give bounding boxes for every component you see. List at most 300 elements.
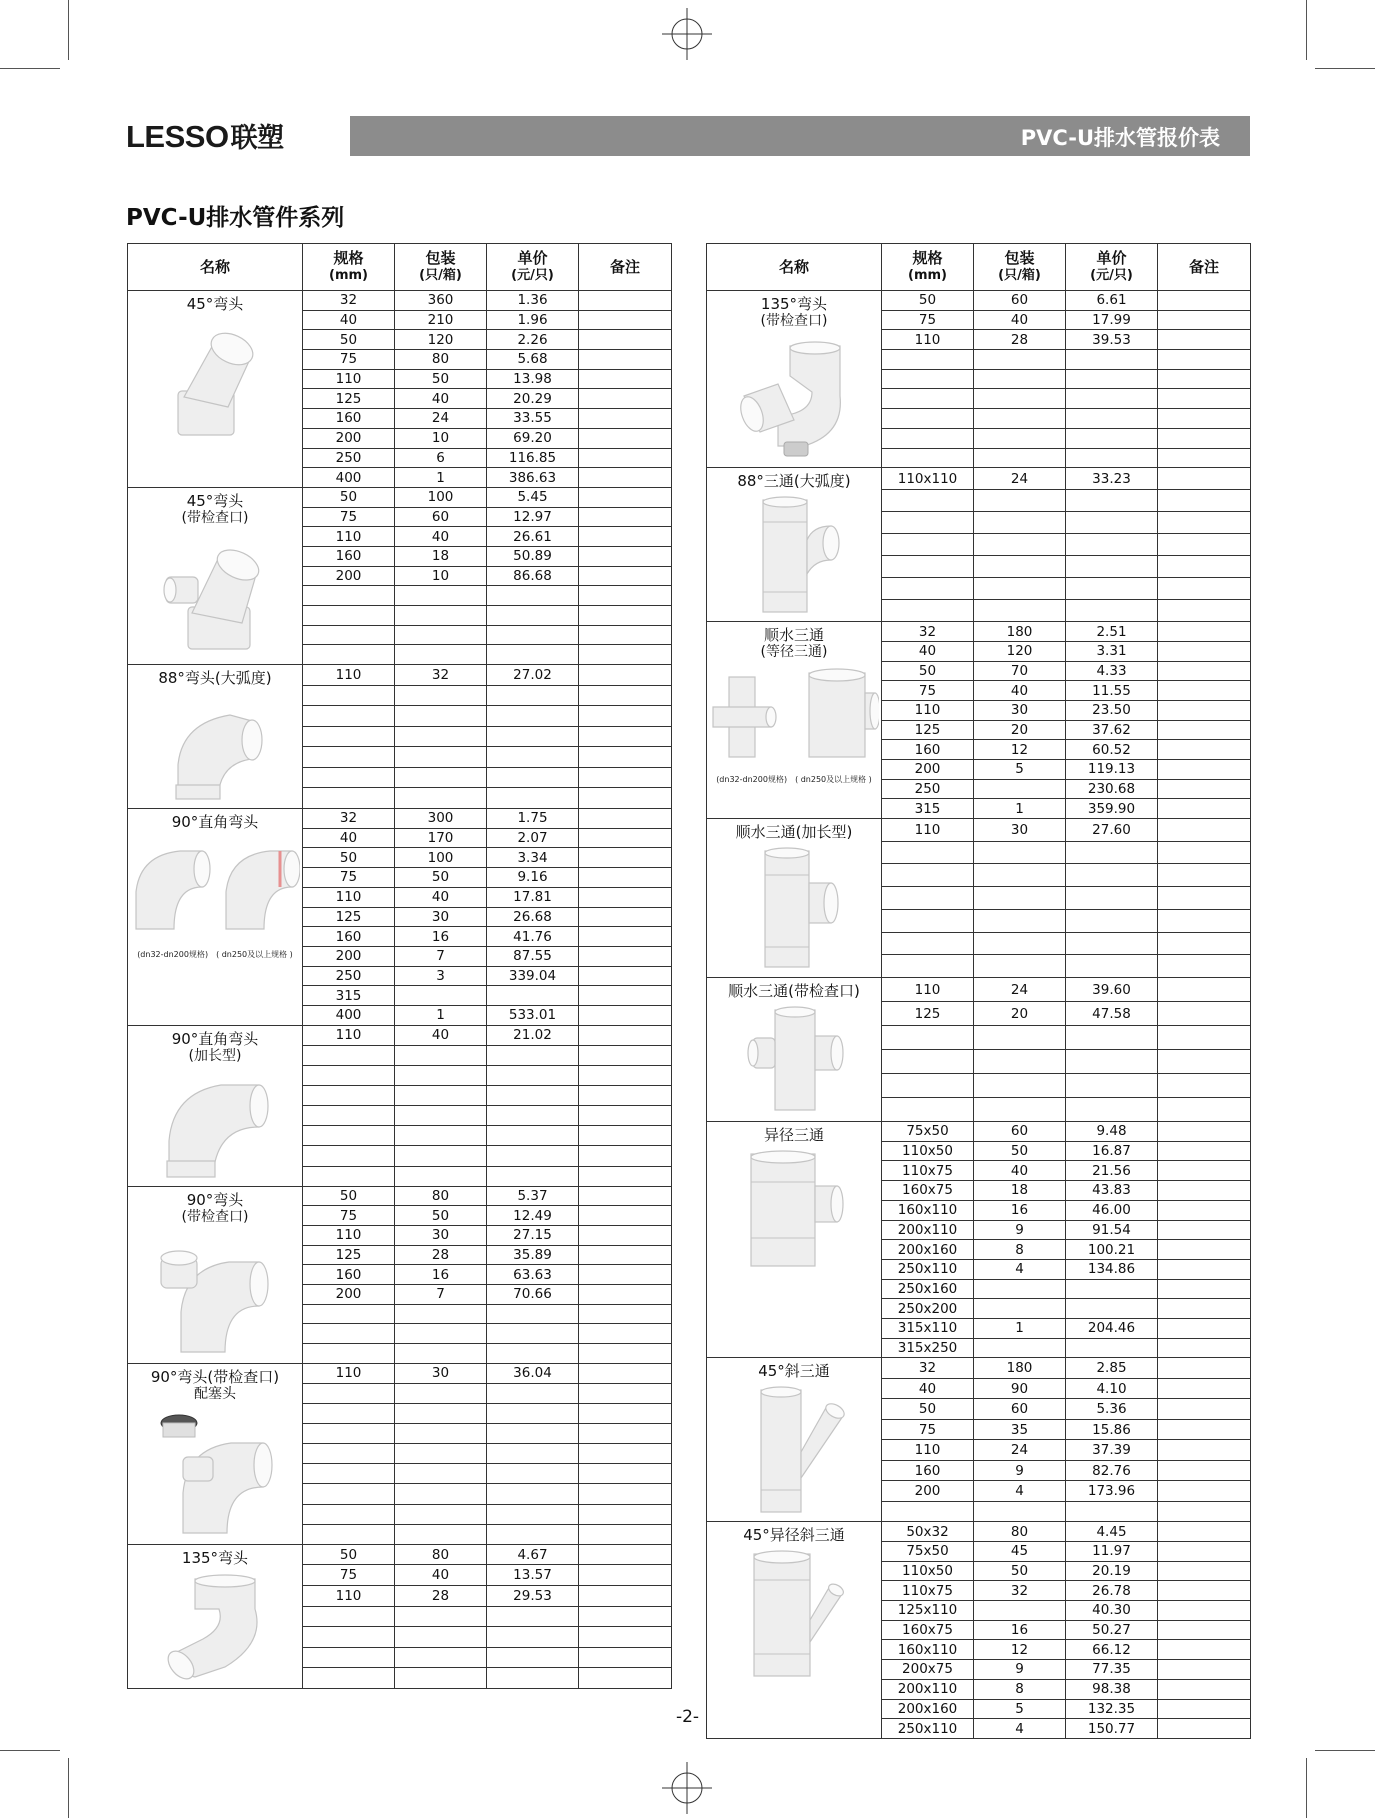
- price-cell: 230.68: [1066, 779, 1158, 799]
- table-header-row: [128, 244, 672, 291]
- pack-cell: 120: [974, 641, 1066, 661]
- remark-cell: [1158, 1460, 1251, 1481]
- pack-cell: 60: [974, 1399, 1066, 1420]
- remark-cell: [1158, 1660, 1251, 1680]
- pack-cell: [974, 448, 1066, 468]
- spec-cell: 40: [882, 1378, 974, 1399]
- table-row: [128, 1186, 672, 1206]
- pack-cell: [974, 1601, 1066, 1621]
- col-pack-unit: (只/箱): [419, 268, 462, 283]
- pack-cell: 18: [974, 1181, 1066, 1201]
- col-price-unit: (元/只): [511, 268, 554, 283]
- pack-cell: 60: [974, 291, 1066, 311]
- remark-cell: [1158, 1378, 1251, 1399]
- remark-cell: [1158, 600, 1251, 622]
- remark-cell: [1158, 389, 1251, 409]
- col-price-label: 单价: [517, 249, 548, 267]
- pack-cell: 40: [395, 887, 487, 907]
- product-name: 135°弯头: [181, 1548, 249, 1567]
- price-cell: 36.04: [487, 1363, 579, 1383]
- spec-cell: [303, 586, 395, 606]
- remark-cell: [579, 448, 672, 468]
- remark-cell: [1158, 1440, 1251, 1461]
- remark-cell: [1158, 369, 1251, 389]
- price-cell: 27.02: [487, 665, 579, 686]
- product-name: 90°直角弯头: [171, 813, 259, 832]
- spec-cell: [303, 1404, 395, 1424]
- product-note: (带检查口): [760, 313, 828, 329]
- price-cell: 13.57: [487, 1565, 579, 1586]
- pack-cell: 7: [395, 946, 487, 966]
- price-cell: [1066, 600, 1158, 622]
- price-cell: [1066, 1279, 1158, 1299]
- spec-cell: 125x110: [882, 1601, 974, 1621]
- pack-cell: 8: [974, 1240, 1066, 1260]
- spec-cell: 50: [303, 1544, 395, 1565]
- price-cell: 9.48: [1066, 1122, 1158, 1142]
- col-remark-label: 备注: [609, 257, 640, 276]
- tee-reducing-icon: [707, 1150, 881, 1275]
- pack-cell: 50: [974, 1561, 1066, 1581]
- col-price-unit: (元/只): [1090, 268, 1133, 283]
- pack-cell: 9: [974, 1220, 1066, 1240]
- image-caption: [128, 946, 302, 964]
- table-row: [707, 978, 1251, 1002]
- pack-cell: 9: [974, 1660, 1066, 1680]
- pack-cell: [395, 1627, 487, 1648]
- product-cell: [128, 487, 303, 664]
- price-cell: 12.49: [487, 1206, 579, 1226]
- price-cell: 17.81: [487, 887, 579, 907]
- spec-cell: [882, 578, 974, 600]
- pack-cell: 20: [974, 1002, 1066, 1026]
- remark-cell: [579, 409, 672, 429]
- remark-cell: [579, 809, 672, 829]
- spec-cell: [303, 1606, 395, 1627]
- table-row: [707, 468, 1251, 490]
- price-cell: 386.63: [487, 468, 579, 488]
- pack-cell: 90: [974, 1378, 1066, 1399]
- product-name: 顺水三通(带检查口): [728, 982, 860, 1001]
- spec-cell: 50: [303, 848, 395, 868]
- price-cell: 1.75: [487, 809, 579, 829]
- spec-cell: 75: [303, 1565, 395, 1586]
- page-title: PVC-U排水管报价表: [1020, 126, 1220, 150]
- pack-cell: [974, 350, 1066, 370]
- spec-cell: [303, 1344, 395, 1364]
- spec-cell: 200: [303, 946, 395, 966]
- price-cell: [1066, 1098, 1158, 1122]
- registration-mark-icon: [662, 8, 712, 60]
- price-cell: 2.51: [1066, 622, 1158, 642]
- lesso-logo: [126, 116, 284, 155]
- spec-cell: [303, 645, 395, 665]
- price-cell: 5.37: [487, 1186, 579, 1206]
- product-cell: [128, 291, 303, 488]
- col-spec-header: [882, 244, 974, 291]
- pack-cell: [395, 1126, 487, 1146]
- tee-inspection-icon: [707, 1006, 881, 1121]
- price-cell: [1066, 909, 1158, 932]
- price-cell: [1066, 864, 1158, 887]
- pack-cell: [974, 1026, 1066, 1050]
- section-title: PVC-U排水管件系列: [126, 205, 345, 231]
- price-cell: 35.89: [487, 1245, 579, 1265]
- spec-cell: 200x75: [882, 1660, 974, 1680]
- spec-cell: 50: [882, 1399, 974, 1420]
- pack-cell: 8: [974, 1679, 1066, 1699]
- spec-cell: [303, 1504, 395, 1524]
- price-cell: [487, 625, 579, 645]
- spec-cell: 160x110: [882, 1640, 974, 1660]
- pack-cell: [974, 490, 1066, 512]
- col-price-header: [1066, 244, 1158, 291]
- spec-cell: [303, 1484, 395, 1504]
- remark-cell: [579, 1606, 672, 1627]
- remark-cell: [1158, 978, 1251, 1002]
- remark-cell: [1158, 578, 1251, 600]
- col-remark-header: [1158, 244, 1251, 291]
- pack-cell: 40: [395, 1025, 487, 1045]
- spec-cell: [882, 448, 974, 468]
- price-cell: 1.96: [487, 310, 579, 330]
- table-row: [128, 809, 672, 829]
- price-cell: 3.31: [1066, 641, 1158, 661]
- col-spec-label: 规格: [912, 249, 943, 267]
- price-cell: [487, 586, 579, 606]
- remark-cell: [1158, 1299, 1251, 1319]
- pack-cell: 16: [395, 927, 487, 947]
- spec-cell: 250x200: [882, 1299, 974, 1319]
- spec-cell: 75: [303, 1206, 395, 1226]
- spec-cell: [303, 625, 395, 645]
- spec-cell: 110x50: [882, 1141, 974, 1161]
- pack-cell: [395, 1647, 487, 1668]
- spec-cell: [882, 428, 974, 448]
- pack-cell: 3: [395, 966, 487, 986]
- price-cell: 91.54: [1066, 1220, 1158, 1240]
- spec-cell: [882, 556, 974, 578]
- spec-cell: 32: [882, 1358, 974, 1379]
- remark-cell: [1158, 350, 1251, 370]
- pack-cell: [395, 1606, 487, 1627]
- price-cell: [487, 1404, 579, 1424]
- spec-cell: [303, 1383, 395, 1403]
- pack-cell: 210: [395, 310, 487, 330]
- pack-cell: 16: [395, 1265, 487, 1285]
- spec-cell: 200: [303, 1285, 395, 1305]
- spec-cell: [882, 389, 974, 409]
- price-cell: [1066, 1501, 1158, 1522]
- spec-cell: 200x110: [882, 1220, 974, 1240]
- remark-cell: [579, 966, 672, 986]
- pack-cell: 30: [395, 1226, 487, 1246]
- spec-cell: 75x50: [882, 1542, 974, 1562]
- price-cell: 50.89: [487, 546, 579, 566]
- remark-cell: [579, 1565, 672, 1586]
- image-caption: [707, 771, 881, 789]
- product-cell: [707, 819, 882, 978]
- pack-cell: 4: [974, 1481, 1066, 1502]
- pack-cell: 120: [395, 330, 487, 350]
- spec-cell: 200: [303, 566, 395, 586]
- spec-cell: [882, 864, 974, 887]
- price-cell: [487, 1065, 579, 1085]
- remark-cell: [1158, 1098, 1251, 1122]
- remark-cell: [579, 1166, 672, 1186]
- remark-cell: [1158, 1161, 1251, 1181]
- price-cell: [1066, 1050, 1158, 1074]
- remark-cell: [579, 527, 672, 547]
- product-cell: [128, 665, 303, 809]
- spec-cell: 40: [303, 828, 395, 848]
- spec-cell: 315x110: [882, 1318, 974, 1338]
- spec-cell: 110: [303, 1226, 395, 1246]
- product-name: 顺水三通(加长型): [735, 823, 853, 842]
- price-cell: 4.10: [1066, 1378, 1158, 1399]
- spec-cell: 315: [303, 986, 395, 1006]
- remark-cell: [579, 566, 672, 586]
- pack-cell: [974, 409, 1066, 429]
- pack-cell: [395, 1065, 487, 1085]
- spec-cell: [303, 1166, 395, 1186]
- spec-cell: [303, 726, 395, 747]
- price-cell: 2.26: [487, 330, 579, 350]
- spec-cell: [882, 350, 974, 370]
- pack-cell: [974, 955, 1066, 978]
- pack-cell: [395, 1404, 487, 1424]
- price-cell: 23.50: [1066, 700, 1158, 720]
- col-spec-unit: (mm): [908, 268, 947, 283]
- price-cell: 43.83: [1066, 1181, 1158, 1201]
- price-cell: 3.34: [487, 848, 579, 868]
- remark-cell: [1158, 1220, 1251, 1240]
- remark-cell: [579, 986, 672, 1006]
- pack-cell: 170: [395, 828, 487, 848]
- product-cell: [128, 1025, 303, 1186]
- remark-cell: [579, 1504, 672, 1524]
- product-cell: [128, 1363, 303, 1544]
- price-cell: [1066, 1026, 1158, 1050]
- spec-cell: [882, 955, 974, 978]
- pack-cell: 50: [395, 1206, 487, 1226]
- spec-cell: [882, 490, 974, 512]
- col-name-header: [128, 244, 303, 291]
- remark-cell: [579, 350, 672, 370]
- col-pack-label: 包装: [1004, 249, 1035, 267]
- pack-cell: 80: [974, 1522, 1066, 1542]
- spec-cell: 75: [882, 681, 974, 701]
- pack-cell: 1: [974, 799, 1066, 819]
- remark-cell: [1158, 1679, 1251, 1699]
- pack-cell: [974, 428, 1066, 448]
- remark-cell: [1158, 955, 1251, 978]
- pack-cell: [974, 909, 1066, 932]
- price-cell: [1066, 490, 1158, 512]
- spec-cell: 110: [882, 700, 974, 720]
- remark-cell: [579, 1383, 672, 1403]
- remark-cell: [1158, 661, 1251, 681]
- price-cell: 5.45: [487, 487, 579, 507]
- table-row: [128, 291, 672, 311]
- col-pack-header: [395, 244, 487, 291]
- pack-cell: [395, 986, 487, 1006]
- product-name: 90°弯头: [186, 1190, 244, 1209]
- remark-cell: [1158, 448, 1251, 468]
- price-cell: 37.39: [1066, 1440, 1158, 1461]
- caption-standard: (dn32-dn200规格): [716, 775, 788, 785]
- table-row: [128, 665, 672, 686]
- price-cell: [487, 1344, 579, 1364]
- remark-cell: [579, 1304, 672, 1324]
- price-cell: [487, 645, 579, 665]
- spec-cell: [303, 1065, 395, 1085]
- spec-cell: [882, 534, 974, 556]
- price-cell: 150.77: [1066, 1719, 1158, 1739]
- spec-cell: 200x160: [882, 1240, 974, 1260]
- price-cell: 5.68: [487, 350, 579, 370]
- remark-cell: [1158, 1318, 1251, 1338]
- price-cell: 13.98: [487, 369, 579, 389]
- remark-cell: [579, 868, 672, 888]
- spec-cell: 200: [882, 1481, 974, 1502]
- table-row: [128, 1363, 672, 1383]
- spec-cell: 200: [303, 428, 395, 448]
- spec-cell: 110: [303, 887, 395, 907]
- spec-cell: 160: [303, 546, 395, 566]
- remark-cell: [1158, 760, 1251, 780]
- remark-cell: [579, 848, 672, 868]
- price-cell: 6.61: [1066, 291, 1158, 311]
- price-cell: 26.78: [1066, 1581, 1158, 1601]
- price-cell: [487, 706, 579, 727]
- remark-cell: [1158, 1002, 1251, 1026]
- spec-cell: [882, 1050, 974, 1074]
- price-table-right: [706, 243, 1251, 1739]
- pack-cell: [395, 1668, 487, 1689]
- price-cell: [1066, 955, 1158, 978]
- price-cell: 134.86: [1066, 1259, 1158, 1279]
- price-cell: [1066, 350, 1158, 370]
- remark-cell: [579, 1344, 672, 1364]
- spec-cell: [882, 1074, 974, 1098]
- spec-cell: [303, 1045, 395, 1065]
- pack-cell: 24: [974, 468, 1066, 490]
- spec-cell: 200x160: [882, 1699, 974, 1719]
- pack-cell: [395, 1106, 487, 1126]
- pack-cell: 80: [395, 1186, 487, 1206]
- price-cell: 4.67: [487, 1544, 579, 1565]
- pack-cell: 5: [974, 760, 1066, 780]
- price-cell: [487, 1086, 579, 1106]
- remark-cell: [579, 1005, 672, 1025]
- logo-cn: 联塑: [230, 123, 284, 154]
- spec-cell: 110x50: [882, 1561, 974, 1581]
- col-pack-header: [974, 244, 1066, 291]
- price-cell: 116.85: [487, 448, 579, 468]
- remark-cell: [1158, 887, 1251, 910]
- spec-cell: [303, 767, 395, 788]
- pack-cell: 50: [974, 1141, 1066, 1161]
- price-cell: [1066, 1338, 1158, 1358]
- spec-cell: 32: [303, 809, 395, 829]
- pack-cell: [974, 841, 1066, 864]
- spec-cell: [303, 1627, 395, 1648]
- spec-cell: [882, 909, 974, 932]
- remark-cell: [579, 907, 672, 927]
- pack-cell: 30: [395, 1363, 487, 1383]
- pack-cell: 4: [974, 1719, 1066, 1739]
- remark-cell: [1158, 1259, 1251, 1279]
- price-cell: [487, 1126, 579, 1146]
- pack-cell: [395, 1424, 487, 1444]
- remark-cell: [1158, 1200, 1251, 1220]
- spec-cell: 110x75: [882, 1581, 974, 1601]
- col-pack-unit: (只/箱): [998, 268, 1041, 283]
- pack-cell: 5: [974, 1699, 1066, 1719]
- elbow-90-plug-icon: [128, 1409, 302, 1544]
- pack-cell: [395, 1524, 487, 1544]
- product-note: 配塞头: [194, 1385, 236, 1402]
- pack-cell: [395, 726, 487, 747]
- remark-cell: [579, 828, 672, 848]
- remark-cell: [579, 369, 672, 389]
- remark-cell: [579, 1647, 672, 1668]
- product-name: 45°异径斜三通: [743, 1526, 845, 1545]
- spec-cell: [882, 512, 974, 534]
- price-cell: 21.02: [487, 1025, 579, 1045]
- pack-cell: 50: [395, 868, 487, 888]
- remark-cell: [579, 1206, 672, 1226]
- price-cell: 20.29: [487, 389, 579, 409]
- elbow-88-icon: [128, 693, 302, 808]
- price-cell: 339.04: [487, 966, 579, 986]
- product-cell: [707, 291, 882, 468]
- remark-cell: [579, 1524, 672, 1544]
- product-name: 45°斜三通: [758, 1362, 830, 1381]
- elbow-90-inspection-icon: [128, 1232, 302, 1362]
- price-cell: [1066, 512, 1158, 534]
- pack-cell: 4: [974, 1259, 1066, 1279]
- remark-cell: [1158, 841, 1251, 864]
- remark-cell: [579, 665, 672, 686]
- price-cell: 29.53: [487, 1585, 579, 1606]
- price-cell: [487, 1504, 579, 1524]
- spec-cell: [303, 1086, 395, 1106]
- spec-cell: 75: [303, 868, 395, 888]
- price-cell: 87.55: [487, 946, 579, 966]
- crop-mark: [1306, 1758, 1307, 1818]
- remark-cell: [579, 507, 672, 527]
- remark-cell: [579, 645, 672, 665]
- remark-cell: [1158, 291, 1251, 311]
- remark-cell: [579, 726, 672, 747]
- spec-cell: [303, 1304, 395, 1324]
- spec-cell: 40: [882, 641, 974, 661]
- crop-mark: [68, 0, 69, 60]
- spec-cell: 32: [303, 291, 395, 311]
- pack-cell: [395, 1304, 487, 1324]
- remark-cell: [579, 1086, 672, 1106]
- pack-cell: [395, 586, 487, 606]
- price-cell: [1066, 448, 1158, 468]
- remark-cell: [579, 487, 672, 507]
- tee-88-icon: [707, 496, 881, 621]
- price-cell: 27.15: [487, 1226, 579, 1246]
- table-row: [707, 291, 1251, 311]
- spec-cell: [882, 600, 974, 622]
- remark-cell: [579, 625, 672, 645]
